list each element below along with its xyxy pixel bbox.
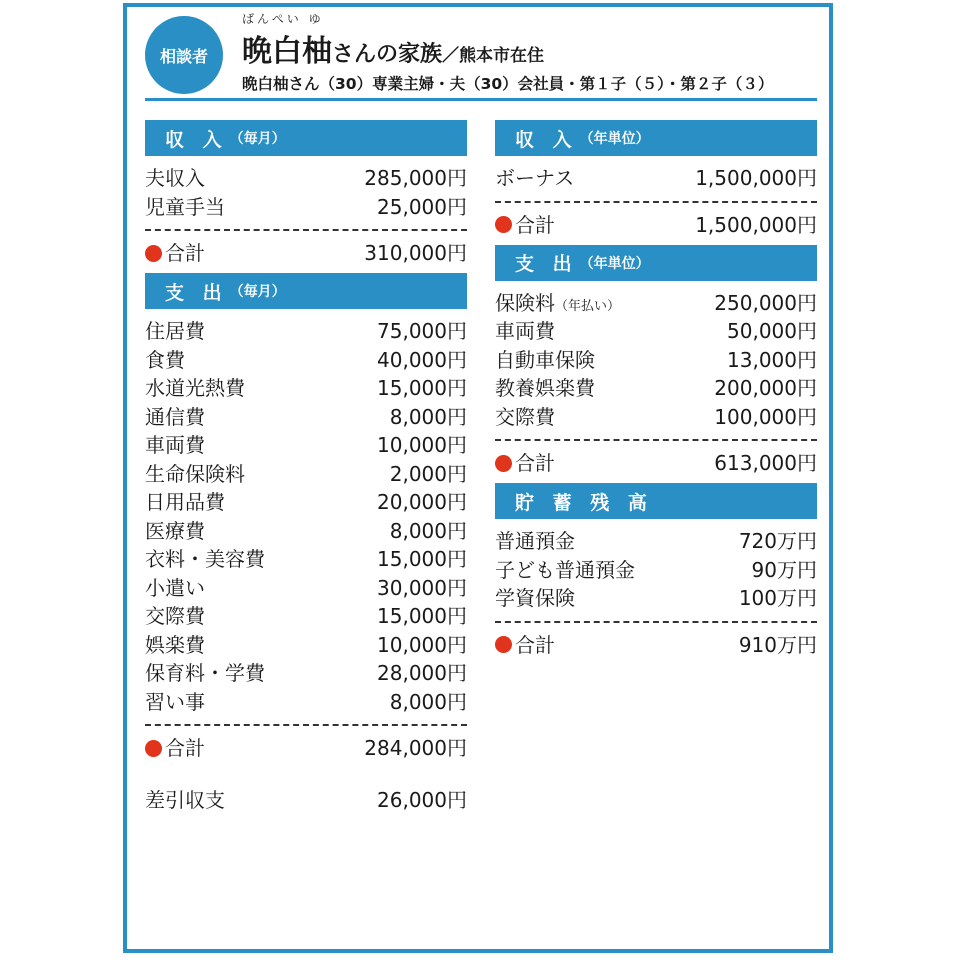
item-label: 小遣い [145, 575, 205, 600]
monthly-expense-header [145, 273, 467, 309]
item-label: 娯楽費 [145, 632, 205, 657]
dashed-divider [145, 724, 467, 726]
item-label: 医療費 [145, 518, 205, 543]
list-item [145, 545, 467, 574]
monthly-expense-total [145, 732, 467, 764]
list-item [145, 488, 467, 517]
balance-label: 差引収支 [145, 788, 225, 812]
section-title: 支 出 [515, 253, 578, 275]
list-item [495, 374, 817, 403]
item-value: 100万円 [738, 586, 817, 610]
item-value: 40,000円 [377, 347, 467, 372]
item-label: 車両費 [145, 433, 205, 457]
annual-income-header [495, 120, 817, 156]
section-title: 貯 蓄 残 高 [515, 491, 653, 514]
item-value: 250,000円 [714, 290, 817, 315]
item-value: 1,500,000円 [695, 166, 817, 190]
list-item [495, 317, 817, 346]
name-ruby: ばんぺい ゆ [242, 12, 324, 26]
list-item [495, 556, 817, 585]
section-title: 支 出 [165, 281, 228, 304]
list-item [145, 193, 467, 222]
item-value: 15,000円 [377, 376, 467, 400]
item-label: 自動車保険 [495, 347, 595, 372]
item-value: 20,000円 [377, 490, 467, 514]
list-item [145, 659, 467, 688]
item-label: 衣料・美容費 [145, 547, 265, 571]
item-value: 200,000円 [714, 376, 817, 400]
item-value: 15,000円 [377, 547, 467, 571]
annual-expense-list [495, 289, 817, 432]
item-label: 保育料・学費 [145, 661, 265, 685]
item-label: 普通預金 [495, 529, 575, 553]
item-value: 100,000円 [714, 404, 817, 429]
header-divider [145, 98, 817, 101]
savings-header [495, 483, 817, 519]
balance-row [145, 784, 467, 813]
item-value: 10,000円 [377, 632, 467, 657]
item-label: 生命保険料 [145, 461, 245, 486]
item-label: 子ども普通預金 [495, 557, 635, 582]
list-item [145, 602, 467, 631]
list-item [145, 574, 467, 603]
item-value: 25,000円 [377, 194, 467, 219]
dashed-divider [495, 439, 817, 441]
savings-list [495, 527, 817, 613]
item-value: 30,000円 [377, 575, 467, 600]
dashed-divider [495, 201, 817, 203]
page-title [242, 26, 544, 70]
item-label: 保険料（年払い） [495, 290, 621, 315]
list-item [495, 289, 817, 318]
item-label: 習い事 [145, 689, 205, 714]
annual-income-total [495, 209, 817, 241]
left-column [145, 120, 467, 813]
total-label: 合計 [165, 241, 205, 265]
consultant-header [145, 10, 817, 102]
item-value: 8,000円 [389, 689, 467, 714]
savings-total [495, 629, 817, 661]
name-suffix: さんの家族 [332, 42, 443, 67]
annual-expense-total [495, 447, 817, 479]
item-label: 交際費 [495, 404, 555, 429]
dashed-divider [495, 621, 817, 623]
total-label: 合計 [515, 212, 555, 237]
item-value: 10,000円 [377, 433, 467, 457]
item-label: 日用品費 [145, 490, 225, 514]
monthly-expense-list [145, 317, 467, 716]
item-label: ボーナス [495, 166, 575, 190]
list-item [145, 403, 467, 432]
item-value: 50,000円 [727, 319, 817, 343]
list-item [145, 460, 467, 489]
list-item [495, 584, 817, 613]
list-item [145, 346, 467, 375]
item-value: 13,000円 [727, 347, 817, 372]
item-label: 交際費 [145, 604, 205, 628]
list-item [145, 317, 467, 346]
section-subtitle: （年単位） [579, 131, 650, 147]
item-value: 75,000円 [377, 319, 467, 343]
item-label: 水道光熱費 [145, 376, 245, 400]
consultant-badge: 相談者 [145, 16, 223, 94]
total-value: 310,000円 [364, 241, 467, 265]
list-item [145, 374, 467, 403]
total-label: 合計 [515, 451, 555, 475]
section-title: 収 入 [165, 128, 228, 151]
total-value: 910万円 [738, 632, 817, 657]
list-item [145, 164, 467, 193]
list-item [145, 517, 467, 546]
list-item [495, 527, 817, 556]
item-label: 教養娯楽費 [495, 376, 595, 400]
item-label: 夫収入 [145, 166, 205, 190]
family-description: 晩白柚さん（30）専業主婦・夫（30）会社員・第１子（５）・第２子（３） [242, 75, 774, 93]
total-label: 合計 [165, 736, 205, 760]
item-label: 住居費 [145, 319, 205, 343]
red-dot-icon [495, 216, 512, 233]
section-title: 収 入 [515, 128, 578, 151]
item-label: 食費 [145, 347, 185, 372]
section-subtitle: （毎月） [229, 131, 286, 147]
item-label: 学資保険 [495, 586, 575, 610]
list-item [145, 431, 467, 460]
monthly-income-total [145, 237, 467, 269]
red-dot-icon [495, 455, 512, 472]
dashed-divider [145, 229, 467, 231]
total-value: 284,000円 [364, 736, 467, 760]
red-dot-icon [145, 740, 162, 757]
red-dot-icon [145, 245, 162, 262]
list-item [495, 346, 817, 375]
item-label: 児童手当 [145, 194, 225, 219]
list-item [145, 631, 467, 660]
total-value: 613,000円 [714, 451, 817, 475]
item-value: 720万円 [738, 529, 817, 553]
annual-expense-header [495, 245, 817, 281]
location: ／熊本市在住 [442, 46, 545, 66]
item-label: 車両費 [495, 319, 555, 343]
item-value: 2,000円 [389, 461, 467, 486]
item-label: 通信費 [145, 404, 205, 429]
total-label: 合計 [515, 632, 555, 657]
item-value: 8,000円 [389, 518, 467, 543]
section-subtitle: （毎月） [229, 284, 286, 300]
consultant-name: 晩白柚 [242, 34, 332, 69]
right-column [495, 120, 817, 665]
section-subtitle: （年単位） [579, 255, 650, 272]
item-value: 8,000円 [389, 404, 467, 429]
monthly-income-header [145, 120, 467, 156]
list-item [495, 403, 817, 432]
balance-value: 26,000円 [377, 788, 467, 812]
list-item [495, 164, 817, 193]
item-value: 285,000円 [364, 166, 467, 190]
total-value: 1,500,000円 [695, 212, 817, 237]
item-value: 15,000円 [377, 604, 467, 628]
item-value: 28,000円 [377, 661, 467, 685]
list-item [145, 688, 467, 717]
item-note: （年払い） [555, 298, 621, 314]
red-dot-icon [495, 636, 512, 653]
item-value: 90万円 [751, 557, 817, 582]
